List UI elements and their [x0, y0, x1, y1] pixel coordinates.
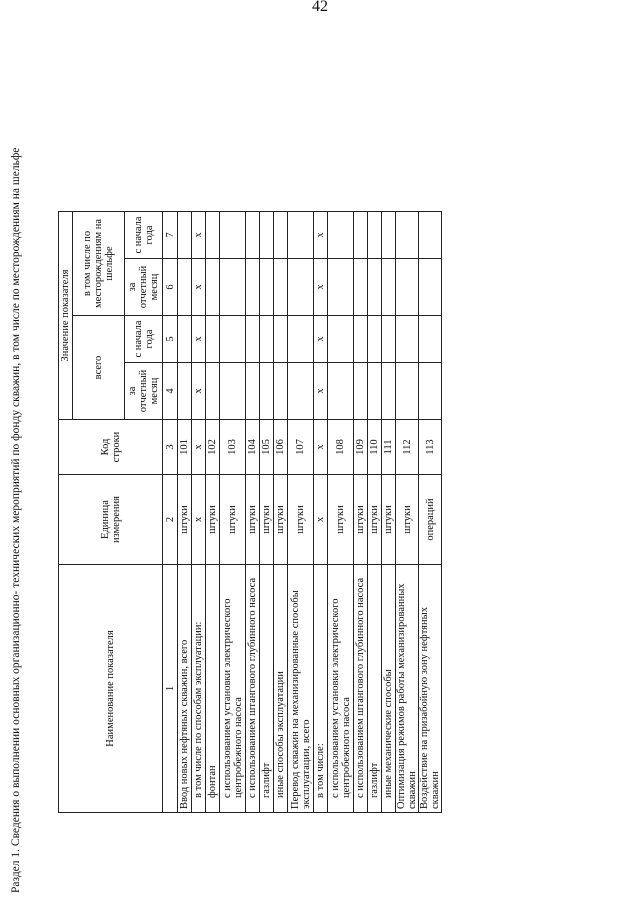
row-code: 106 [274, 420, 288, 475]
row-name: с использованием установки электрического центробежного насоса [220, 565, 246, 813]
row-code: 107 [288, 420, 314, 475]
row-code: 104 [246, 420, 260, 475]
column-number: 5 [163, 316, 178, 363]
row-name: газлифт [368, 565, 382, 813]
row-total-month [288, 363, 314, 420]
row-shelf-month: х [192, 259, 206, 316]
column-number: 3 [163, 420, 178, 475]
header-value-group: Значение показателя [59, 212, 73, 420]
table-row [354, 212, 368, 813]
row-total-ytd [382, 316, 396, 363]
row-shelf-ytd [419, 212, 442, 259]
page-number: 42 [312, 0, 328, 15]
column-number: 4 [163, 363, 178, 420]
row-total-month [260, 363, 274, 420]
row-total-ytd [246, 316, 260, 363]
row-name: Перевод скважин на механизированные способы эксплуатации, всего [288, 565, 314, 813]
row-code: 102 [206, 420, 220, 475]
row-code: 113 [419, 420, 442, 475]
row-unit: штуки [396, 475, 419, 565]
row-code: х [192, 420, 206, 475]
row-code: 108 [328, 420, 354, 475]
row-shelf-ytd [274, 212, 288, 259]
row-name: газлифт [260, 565, 274, 813]
column-number: 2 [163, 475, 178, 565]
row-shelf-ytd [382, 212, 396, 259]
row-shelf-month [419, 259, 442, 316]
row-shelf-ytd: х [192, 212, 206, 259]
row-unit: штуки [206, 475, 220, 565]
row-shelf-month [396, 259, 419, 316]
row-shelf-ytd [368, 212, 382, 259]
row-shelf-month [260, 259, 274, 316]
row-name: с использованием штангового глубинного насоса [246, 565, 260, 813]
row-total-month [354, 363, 368, 420]
row-total-month: х [192, 363, 206, 420]
header-shelf-month: за отчетный месяц [125, 259, 163, 316]
row-unit: штуки [220, 475, 246, 565]
header-total-month: за отчетный месяц [125, 363, 163, 420]
header-total: всего [73, 316, 125, 420]
row-total-ytd [396, 316, 419, 363]
row-total-ytd [260, 316, 274, 363]
row-unit: штуки [274, 475, 288, 565]
row-shelf-ytd [246, 212, 260, 259]
row-code: х [314, 420, 328, 475]
header-shelf-ytd: с начала года [125, 212, 163, 259]
row-total-month [396, 363, 419, 420]
row-shelf-month [274, 259, 288, 316]
row-shelf-month [246, 259, 260, 316]
header-code: Код строки [59, 420, 163, 475]
row-name: иные механические способы [382, 565, 396, 813]
row-name: Воздействие на призабойную зону нефтяных скважин [419, 565, 442, 813]
header-shelf: в том числе по месторождениям на шельфе [73, 212, 125, 316]
row-total-ytd: х [314, 316, 328, 363]
table-row [314, 212, 328, 813]
row-code: 105 [260, 420, 274, 475]
row-total-month: х [314, 363, 328, 420]
row-total-ytd [288, 316, 314, 363]
table-row [260, 212, 274, 813]
row-total-month [419, 363, 442, 420]
row-unit: штуки [354, 475, 368, 565]
row-shelf-month [206, 259, 220, 316]
row-unit: операций [419, 475, 442, 565]
row-total-ytd [220, 316, 246, 363]
row-total-ytd [368, 316, 382, 363]
row-total-ytd [206, 316, 220, 363]
row-code: 111 [382, 420, 396, 475]
row-total-month [220, 363, 246, 420]
row-code: 109 [354, 420, 368, 475]
row-shelf-ytd [206, 212, 220, 259]
row-name: с использованием штангового глубинного насоса [354, 565, 368, 813]
row-total-month [382, 363, 396, 420]
row-shelf-month [220, 259, 246, 316]
table-row [396, 212, 419, 813]
row-unit: штуки [260, 475, 274, 565]
row-name: Ввод новых нефтяных скважин, всего [178, 565, 192, 813]
column-number: 7 [163, 212, 178, 259]
section-caption: Раздел 1. Сведения о выполнении основных организационно- технических мероприятий по фонду скважин, в том числе по месторождениям на шельфе [10, 147, 22, 893]
rotated-page-content [8, 33, 628, 893]
column-number: 6 [163, 259, 178, 316]
table-row [419, 212, 442, 813]
column-number-row [163, 212, 178, 813]
row-shelf-ytd [220, 212, 246, 259]
row-total-month [178, 363, 192, 420]
row-unit: штуки [288, 475, 314, 565]
header-name: Наименование показателя [59, 565, 163, 813]
row-shelf-month [328, 259, 354, 316]
row-total-month [246, 363, 260, 420]
row-total-month [274, 363, 288, 420]
row-name: в том числе: [314, 565, 328, 813]
row-shelf-ytd [354, 212, 368, 259]
row-total-ytd [178, 316, 192, 363]
row-shelf-month [288, 259, 314, 316]
row-code: 103 [220, 420, 246, 475]
row-total-ytd [354, 316, 368, 363]
column-number: 1 [163, 565, 178, 813]
row-total-ytd [274, 316, 288, 363]
row-shelf-ytd [260, 212, 274, 259]
row-shelf-ytd: х [314, 212, 328, 259]
row-total-ytd [328, 316, 354, 363]
wells-table [58, 211, 442, 813]
row-unit: х [192, 475, 206, 565]
row-shelf-ytd [288, 212, 314, 259]
table-row [288, 212, 314, 813]
table-row [246, 212, 260, 813]
row-code: 112 [396, 420, 419, 475]
table-row [192, 212, 206, 813]
row-total-ytd [419, 316, 442, 363]
row-unit: х [314, 475, 328, 565]
row-unit: штуки [382, 475, 396, 565]
row-shelf-month [368, 259, 382, 316]
row-shelf-ytd [178, 212, 192, 259]
row-code: 101 [178, 420, 192, 475]
table-row [328, 212, 354, 813]
row-unit: штуки [328, 475, 354, 565]
row-shelf-month [178, 259, 192, 316]
row-total-month [328, 363, 354, 420]
table-row [178, 212, 192, 813]
table-row [274, 212, 288, 813]
row-shelf-month: х [314, 259, 328, 316]
row-unit: штуки [368, 475, 382, 565]
row-shelf-ytd [396, 212, 419, 259]
header-total-ytd: с начала года [125, 316, 163, 363]
table-row [220, 212, 246, 813]
row-total-month [368, 363, 382, 420]
row-unit: штуки [178, 475, 192, 565]
row-name: фонтан [206, 565, 220, 813]
header-unit: Единица измерения [59, 475, 163, 565]
row-unit: штуки [246, 475, 260, 565]
row-shelf-ytd [328, 212, 354, 259]
table-row [368, 212, 382, 813]
table-row [206, 212, 220, 813]
row-code: 110 [368, 420, 382, 475]
row-shelf-month [382, 259, 396, 316]
row-total-ytd: х [192, 316, 206, 363]
row-total-month [206, 363, 220, 420]
row-name: с использованием установки электрического центробежного насоса [328, 565, 354, 813]
row-name: Оптимизация режимов работы механизированных скважин [396, 565, 419, 813]
row-name: иные способы эксплуатации [274, 565, 288, 813]
row-shelf-month [354, 259, 368, 316]
table-row [382, 212, 396, 813]
row-name: в том числе по способам эксплуатации: [192, 565, 206, 813]
